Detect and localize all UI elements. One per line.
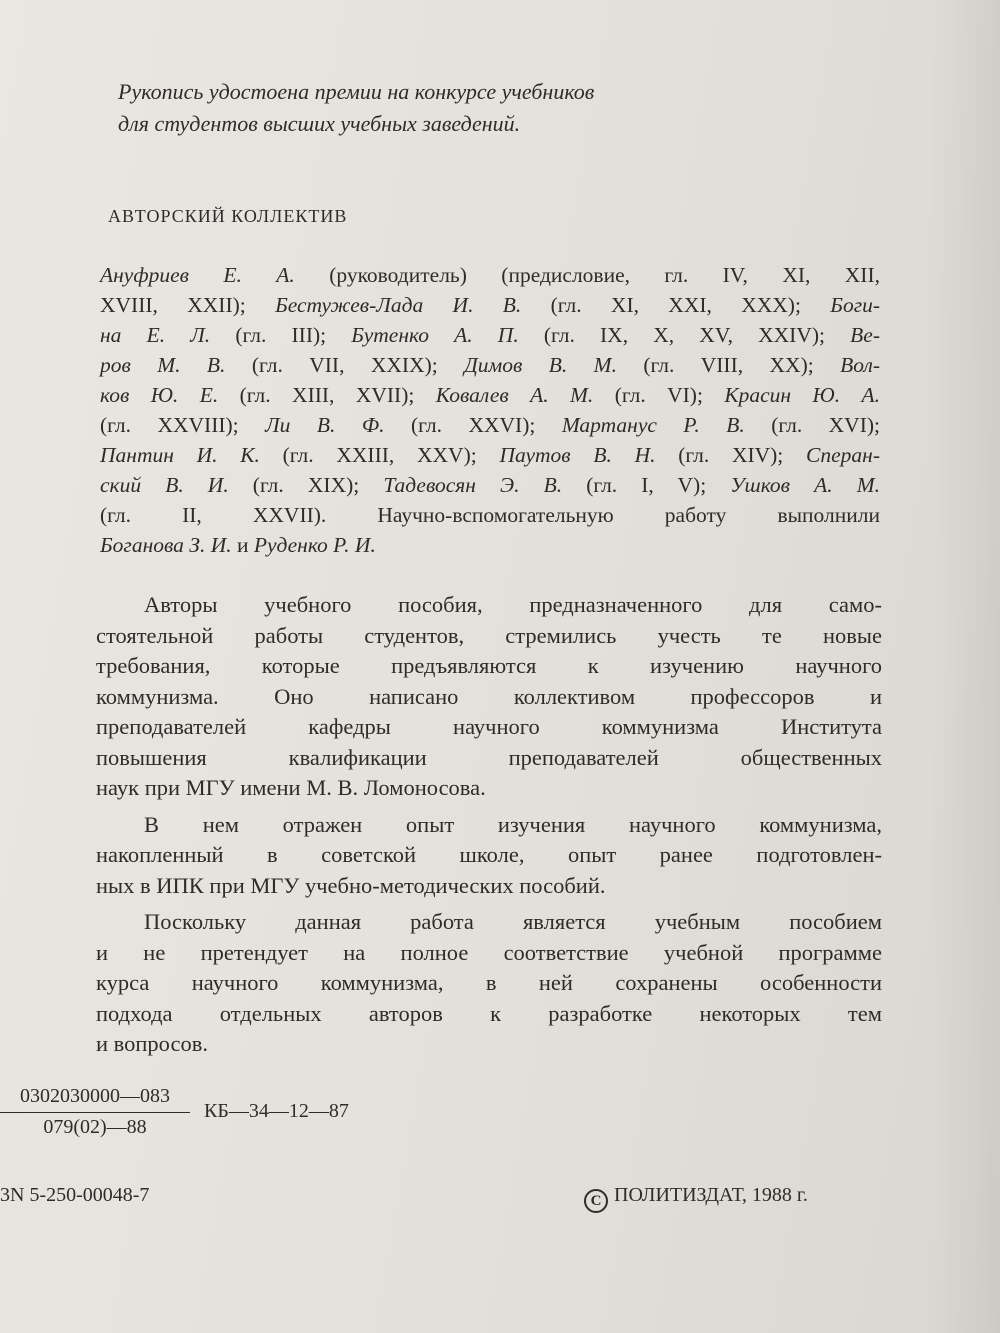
authors-heading: АВТОРСКИЙ КОЛЛЕКТИВ <box>108 206 348 226</box>
preface-line: и не претендует на полное соответствие учебной программе <box>96 939 882 965</box>
author-name: Паутов В. Н. <box>499 443 656 467</box>
authors-line <box>100 320 880 350</box>
author-chapters: (гл. VI); <box>593 383 725 407</box>
preface-line: стоятельной работы студентов, стремились учесть те новые <box>96 622 882 648</box>
author-name: ков Ю. Е. <box>100 383 219 407</box>
authors-line <box>100 470 880 500</box>
author-chapters: (руководитель) (предисловие, гл. IV, XI, XII, <box>294 263 880 287</box>
preface-line: повышения квалификации преподавателей общественных <box>96 744 882 770</box>
author-chapters: (гл. II, XXVII). Научно-вспомогательную работу выполнили <box>100 503 880 527</box>
copyright <box>584 1184 808 1213</box>
author-name: ров М. В. <box>100 353 226 377</box>
preface-line: курса научного коммунизма, в ней сохранены особенности <box>96 970 882 995</box>
authors-line <box>100 440 880 470</box>
award-note-line: Рукопись удостоена премии на конкурсе учебников <box>118 79 595 104</box>
author-name: Ве- <box>850 323 880 347</box>
authors-list <box>100 260 880 560</box>
authors-line <box>100 350 880 380</box>
preface-line: Авторы учебного пособия, предназначенного для само- <box>144 592 882 617</box>
author-name: Боги- <box>830 293 880 317</box>
author-chapters: (гл. VII, XXIX); <box>225 353 465 377</box>
preface-line: ных в ИПК при МГУ учебно-методических пособий. <box>96 872 606 898</box>
preface-line: подхода отдельных авторов к разработке некоторых тем <box>96 1000 882 1026</box>
award-note <box>118 76 798 140</box>
author-chapters: (гл. VIII, XX); <box>616 353 841 377</box>
author-name: Ли В. Ф. <box>265 413 385 437</box>
authors-line <box>100 530 880 560</box>
author-name: Бестужев-Лада И. В. <box>275 293 522 317</box>
author-name: Ануфриев Е. А. <box>100 263 295 287</box>
preface-line: В нем отражен опыт изучения научного коммунизма, <box>144 811 882 837</box>
publisher-text: ПОЛИТИЗДАТ, 1988 г. <box>614 1184 808 1206</box>
author-name: Ковалев А. М. <box>435 383 594 407</box>
author-name: Ушков А. М. <box>730 473 880 497</box>
catalog-numerator: 0302030000—083 <box>0 1082 190 1113</box>
author-name: Сперан- <box>806 443 880 467</box>
author-conjunction: и <box>231 533 254 557</box>
author-chapters: (гл. XIV); <box>655 443 807 467</box>
author-name: на Е. Л. <box>100 323 211 347</box>
author-name: Мартанус Р. В. <box>561 413 745 437</box>
author-name: Димов В. М. <box>464 353 617 377</box>
author-chapters: (гл. XIII, XVII); <box>218 383 436 407</box>
preface-line: накопленный в советской школе, опыт ранее подготовлен- <box>96 842 882 867</box>
author-name: Тадевосян Э. В. <box>383 473 563 497</box>
authors-line <box>100 410 880 440</box>
preface-line: Поскольку данная работа является учебным пособием <box>144 909 882 934</box>
author-chapters: (гл. XXIII, XXV); <box>259 443 500 467</box>
preface-line: наук при МГУ имени М. В. Ломоносова. <box>96 775 486 800</box>
author-name: Красин Ю. А. <box>724 383 880 407</box>
author-name: Пантин И. К. <box>100 443 260 467</box>
preface-line: коммунизма. Оно написано коллективом профессоров и <box>96 683 882 709</box>
author-chapters: (гл. XVI); <box>744 413 881 437</box>
authors-line <box>100 500 880 530</box>
author-chapters: (гл. I, V); <box>562 473 731 497</box>
author-chapters: (гл. III); <box>210 323 352 347</box>
author-name: Вол- <box>840 353 880 377</box>
isbn: 3N 5-250-00048-7 <box>0 1184 150 1206</box>
preface-line: требования, которые предъявляются к изучению научного <box>96 653 882 678</box>
kb-code: КБ—34—12—87 <box>204 1100 349 1122</box>
award-note-line: для студентов высших учебных заведений. <box>118 111 521 136</box>
author-chapters: (гл. IX, X, XV, XXIV); <box>518 323 851 347</box>
author-chapters: (гл. XI, XXI, XXX); <box>521 293 831 317</box>
authors-line <box>100 380 880 410</box>
copyright-icon: C <box>584 1189 608 1213</box>
page-shadow <box>930 0 1000 1333</box>
preface-text <box>96 590 882 1060</box>
author-name: Боганова З. И. <box>100 533 232 557</box>
author-chapters: (гл. XXVIII); <box>100 413 266 437</box>
authors-line <box>100 260 880 290</box>
author-chapters: (гл. XIX); <box>228 473 384 497</box>
catalog-denominator: 079(02)—88 <box>43 1116 147 1138</box>
catalog-fraction <box>0 1082 190 1141</box>
author-chapters: XVIII, XXII); <box>100 293 276 317</box>
author-name: Руденко Р. И. <box>253 533 376 557</box>
author-chapters: (гл. XXVI); <box>384 413 562 437</box>
author-name: ский В. И. <box>100 473 229 497</box>
preface-line: и вопросов. <box>96 1031 208 1056</box>
author-name: Бутенко А. П. <box>351 323 519 347</box>
preface-line: преподавателей кафедры научного коммунизма Института <box>96 714 882 739</box>
authors-line <box>100 290 880 320</box>
